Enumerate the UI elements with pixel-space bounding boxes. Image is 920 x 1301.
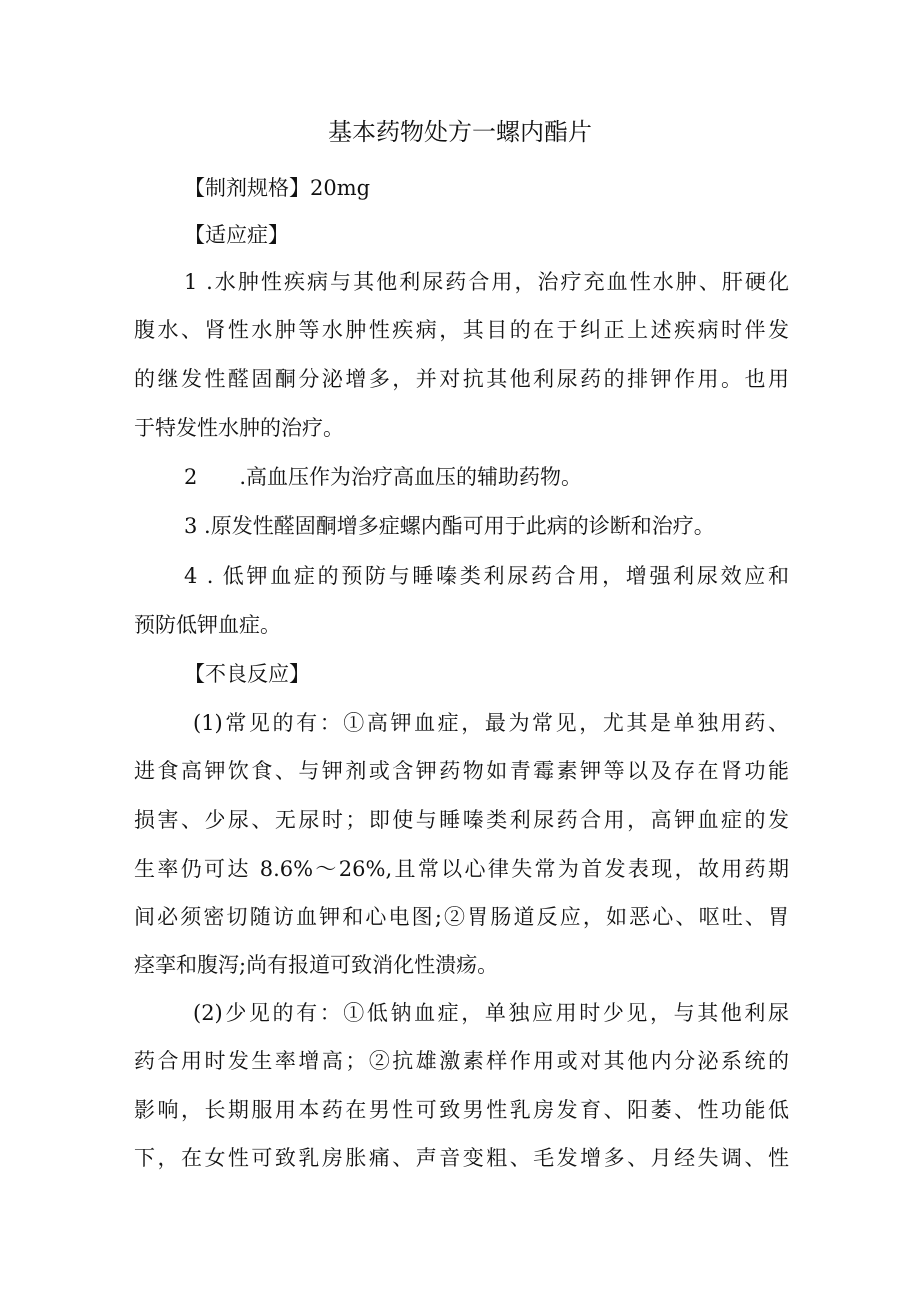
indication-2: 2 .高血压作为治疗高血压的辅助药物。 xyxy=(184,465,583,489)
indication-4-line-1: 4 . 低钾血症的预防与睡嗪类利尿药合用，增强利尿效应和 xyxy=(184,564,789,588)
adverse-2-line-2: 药合用时发生率增高；②抗雄激素样作用或对其他内分泌系统的 xyxy=(134,1049,789,1073)
document-title: 基本药物处方一螺内酯片 xyxy=(328,118,592,146)
adverse-1-line-6: 痉挛和腹泻;尚有报道可致消化性溃疡。 xyxy=(134,953,499,977)
adverse-2-line-4: 下，在女性可致乳房胀痛、声音变粗、毛发增多、月经失调、性 xyxy=(134,1146,789,1170)
indication-3: 3 .原发性醛固酮增多症螺内酯可用于此病的诊断和治疗。 xyxy=(184,514,715,538)
adverse-2-line-3: 影响，长期服用本药在男性可致男性乳房发育、阳萎、性功能低 xyxy=(134,1098,789,1122)
indications-heading: 【适应症】 xyxy=(184,223,289,247)
adverse-1-line-4: 生率仍可达 8.6%～26%,且常以心律失常为首发表现，故用药期 xyxy=(134,857,789,881)
indication-4-line-2: 预防低钾血症。 xyxy=(134,613,281,637)
adverse-1-line-1: (1)常见的有：①高钾血症，最为常见，尤其是单独用药、 xyxy=(193,711,789,735)
adverse-2-line-1: (2)少见的有：①低钠血症，单独应用时少见，与其他利尿 xyxy=(193,1001,789,1025)
indication-1-line-1: 1 .水肿性疾病与其他利尿药合用，治疗充血性水肿、肝硬化 xyxy=(184,270,789,294)
adverse-1-line-3: 损害、少尿、无尿时；即使与睡嗪类利尿药合用，高钾血症的发 xyxy=(134,808,789,832)
indication-1-line-3: 的继发性醛固酮分泌增多，并对抗其他利尿药的排钾作用。也用 xyxy=(134,367,789,391)
indication-1-line-4: 于特发性水肿的治疗。 xyxy=(134,416,344,440)
adverse-1-line-2: 进食高钾饮食、与钾剂或含钾药物如青霉素钾等以及存在肾功能 xyxy=(134,759,789,783)
spec-line: 【制剂规格】20mg xyxy=(184,176,371,200)
adverse-1-line-5: 间必须密切随访血钾和心电图;②胃肠道反应，如恶心、呕吐、胃 xyxy=(134,905,789,929)
indication-1-line-2: 腹水、肾性水肿等水肿性疾病，其目的在于纠正上述疾病时伴发 xyxy=(134,318,789,342)
adverse-heading: 【不良反应】 xyxy=(184,662,310,686)
